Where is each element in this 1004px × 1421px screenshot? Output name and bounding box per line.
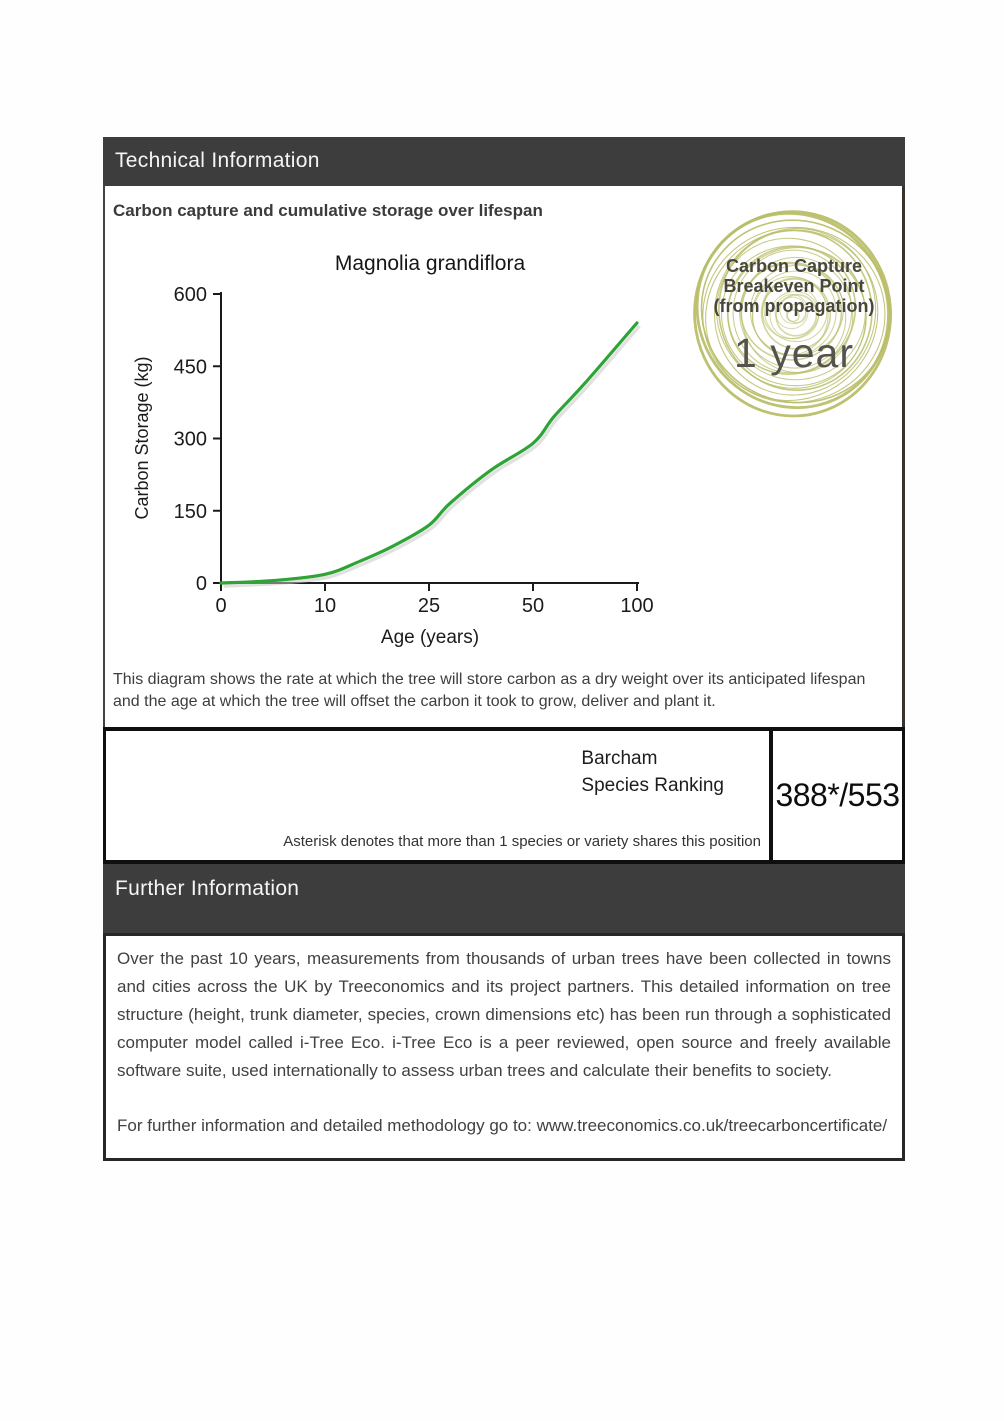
badge-line-3: (from propagation) <box>713 296 875 316</box>
y-axis-label: Carbon Storage (kg) <box>132 356 152 520</box>
curve-shadow <box>224 326 640 586</box>
technical-information-title: Technical Information <box>115 149 320 172</box>
svg-text:600: 600 <box>173 284 207 306</box>
methodology-link-line: For further information and detailed methodology go to: www.treeconomics.co.uk/treecarboncertificate/ <box>117 1116 888 1135</box>
paragraph-gap <box>117 1085 891 1112</box>
svg-text:10: 10 <box>313 595 337 617</box>
ranking-label-line1: Barcham <box>581 748 658 769</box>
badge-line-1: Carbon Capture <box>725 256 862 276</box>
chart-section-heading: Carbon capture and cumulative storage over lifespan <box>113 201 543 220</box>
chart-tick-labels <box>174 284 654 617</box>
chart-ticks <box>213 294 637 591</box>
species-ranking-value-cell <box>769 731 902 860</box>
species-ranking-value: 388*/553 <box>775 777 900 813</box>
chart-description: This diagram shows the rate at which the tree will store carbon as a dry weight over its anticipated lifespan and the age at which the tree will offset the carbon it took to grow, deliver and plant it. <box>113 671 866 710</box>
chart-axes <box>221 292 639 583</box>
carbon-storage-curve <box>221 323 637 583</box>
species-ranking-label <box>581 745 724 799</box>
svg-text:25: 25 <box>417 595 441 617</box>
further-information-paragraph: Over the past 10 years, measurements from thousands of urban trees have been collected in towns and cities across the UK by Treeconomics and its project partners. This detailed information on tree structure (height, trunk diameter, species, crown dimensions etc) has been run through a sophisticated computer model called i-Tree Eco. i-Tree Eco is a peer reviewed, open source and freely available software suite, used internationally to assess urban trees and calculate their benefits to society. <box>117 949 891 1080</box>
badge-line-2: Breakeven Point <box>723 276 865 296</box>
ranking-label-line2: Species Ranking <box>581 775 724 796</box>
svg-text:0: 0 <box>195 573 207 595</box>
chart-title: Magnolia grandiflora <box>334 252 526 275</box>
svg-text:0: 0 <box>215 595 227 617</box>
technical-information-header <box>103 137 905 186</box>
further-information-title: Further Information <box>115 877 300 900</box>
svg-text:450: 450 <box>173 356 207 379</box>
further-information-header <box>103 864 905 933</box>
species-ranking-row <box>103 727 905 864</box>
species-ranking-left-cell <box>106 731 769 860</box>
x-axis-label: Age (years) <box>380 627 480 648</box>
breakeven-badge-text <box>688 256 900 377</box>
asterisk-note: Asterisk denotes that more than 1 species or variety shares this position <box>283 833 761 850</box>
svg-text:300: 300 <box>173 428 207 451</box>
further-information-box <box>103 933 905 1161</box>
breakeven-value: 1 year <box>734 330 854 376</box>
svg-text:50: 50 <box>521 595 545 617</box>
svg-text:150: 150 <box>173 500 207 523</box>
svg-text:100: 100 <box>620 595 654 617</box>
